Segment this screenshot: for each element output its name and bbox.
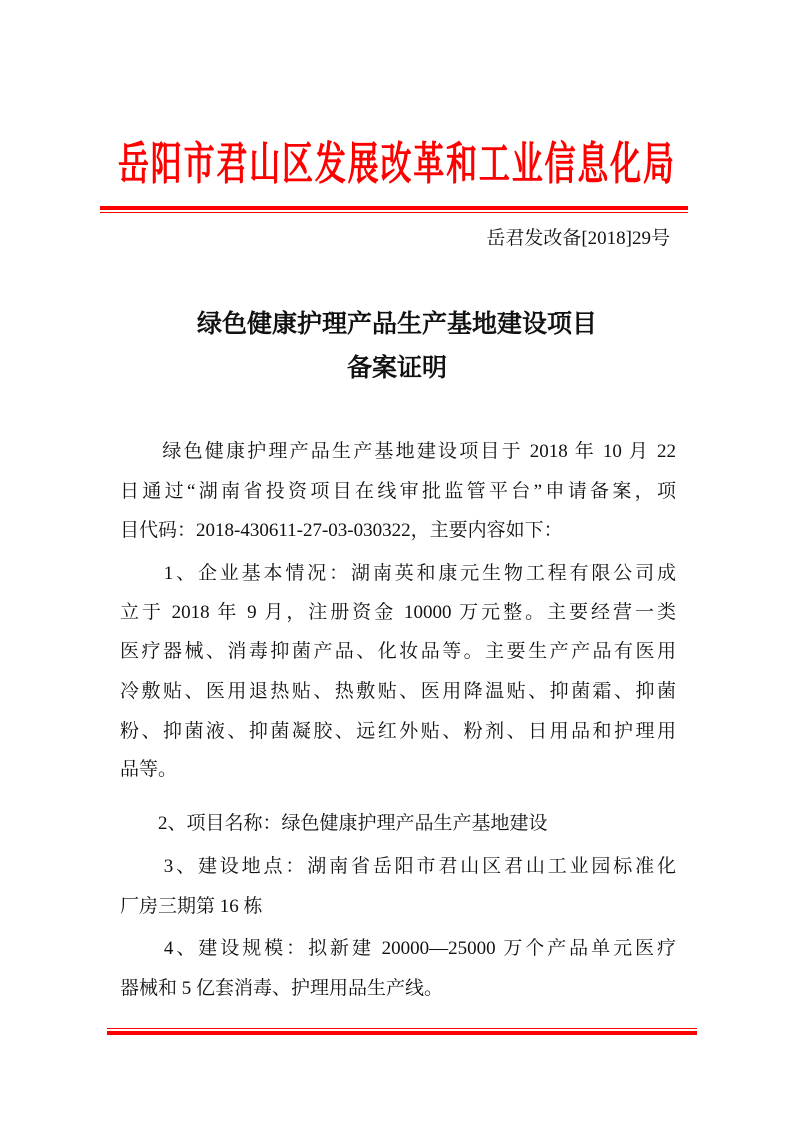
document-number: 岳君发改备[2018]29号: [486, 228, 670, 249]
body-line: 粉、抑菌液、抑菌凝胶、远红外贴、粉剂、日用品和护理用: [120, 721, 676, 742]
body-line: 立于 2018 年 9 月，注册资金 10000 万元整。主要经营一类: [120, 602, 676, 623]
body-line: 2、项目名称：绿色健康护理产品生产基地建设: [120, 813, 548, 834]
body-line: 绿色健康护理产品生产基地建设项目于 2018 年 10 月 22: [120, 441, 676, 462]
body-line: 品等。: [120, 759, 178, 780]
document-title-line2: 备案证明: [346, 353, 447, 382]
body-line: 目代码：2018-430611-27-03-030322，主要内容如下：: [120, 520, 563, 541]
body-line: 医疗器械、消毒抑菌产品、化妆品等。主要生产产品有医用: [120, 641, 676, 662]
document-title-line1: 绿色健康护理产品生产基地建设项目: [196, 309, 597, 338]
body-line: 4、建设规模：拟新建 20000—25000 万个产品单元医疗: [120, 938, 676, 959]
footer-rule-thick: [107, 1031, 697, 1035]
body-line: 器械和 5 亿套消毒、护理用品生产线。: [120, 978, 444, 999]
footer-rule-thin: [107, 1028, 697, 1029]
header-rule-thin: [100, 212, 688, 213]
header-rule-thick: [100, 206, 688, 210]
issuing-authority-header: 岳阳市君山区发展改革和工业信息化局: [118, 138, 674, 191]
body-line: 1、企业基本情况：湖南英和康元生物工程有限公司成: [120, 563, 676, 584]
body-line: 冷敷贴、医用退热贴、热敷贴、医用降温贴、抑菌霜、抑菌: [120, 681, 676, 702]
body-line: 日通过“湖南省投资项目在线审批监管平台”申请备案，项: [120, 481, 676, 502]
body-line: 3、建设地点：湖南省岳阳市君山区君山工业园标准化: [120, 856, 676, 877]
body-line: 厂房三期第 16 栋: [120, 896, 263, 917]
